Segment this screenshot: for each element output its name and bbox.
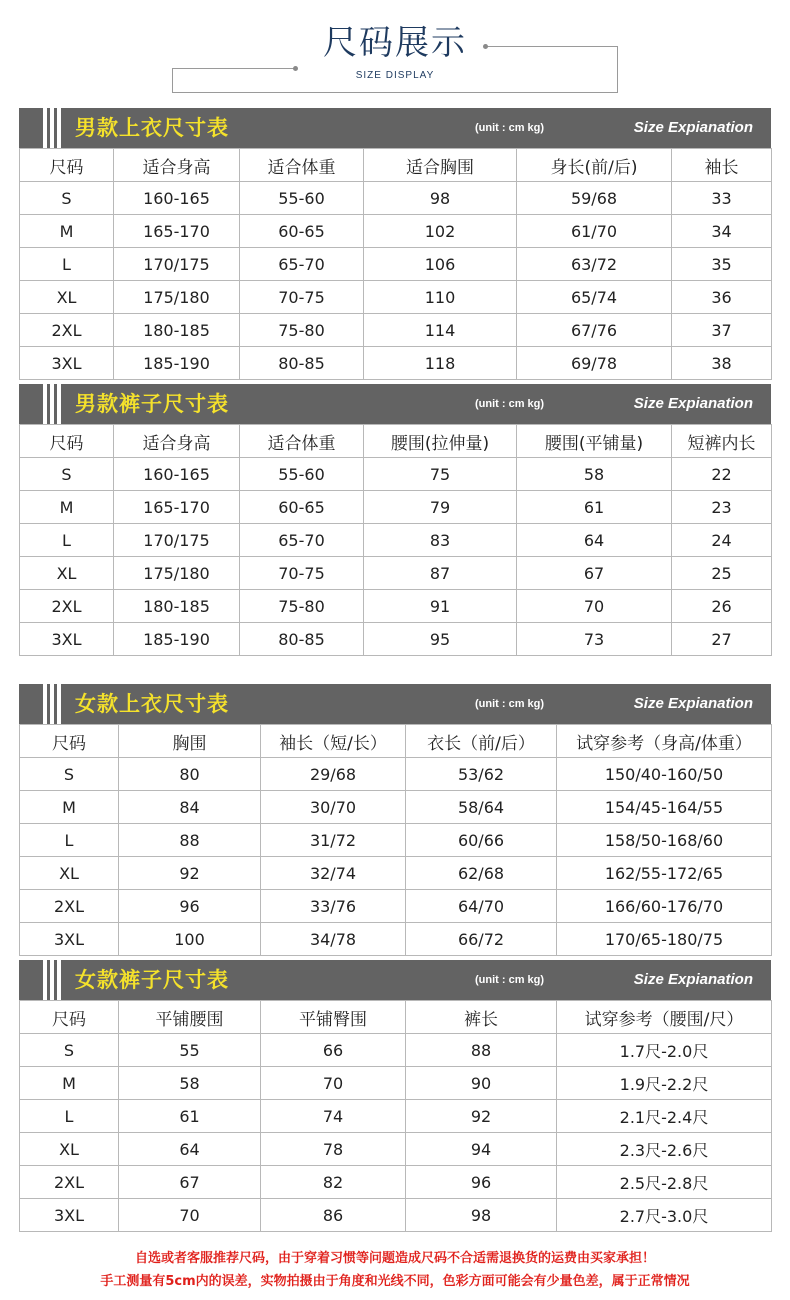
column-header: 尺码: [20, 425, 114, 458]
table-title: 女款裤子尺寸表: [75, 968, 229, 992]
table-cell: 91: [364, 590, 517, 623]
table-cell: 175/180: [114, 557, 240, 590]
table-cell: 67: [517, 557, 672, 590]
table-cell: 64/70: [406, 890, 557, 923]
table-header-row: [20, 149, 772, 182]
table-row: [20, 857, 772, 890]
table-cell: 23: [672, 491, 772, 524]
table-cell: 73: [517, 623, 672, 656]
column-header: 腰围(拉伸量): [364, 425, 517, 458]
table-row: [20, 1067, 772, 1100]
table-cell: 74: [261, 1100, 406, 1133]
table-cell: 170/175: [114, 524, 240, 557]
table-cell: 37: [672, 314, 772, 347]
table-cell: 2XL: [20, 590, 114, 623]
table-cell: 150/40-160/50: [557, 758, 772, 791]
table-cell: 94: [406, 1133, 557, 1166]
banner-stripe: [57, 684, 61, 724]
banner-stripe: [50, 684, 54, 724]
table-cell: L: [20, 524, 114, 557]
table-cell: 70: [119, 1199, 261, 1232]
table-cell: 34/78: [261, 923, 406, 956]
table-cell: 110: [364, 281, 517, 314]
unit-label: (unit : cm kg): [475, 122, 545, 134]
table-row: [20, 1166, 772, 1199]
table-cell: 35: [672, 248, 772, 281]
table-cell: 154/45-164/55: [557, 791, 772, 824]
table-cell: 160-165: [114, 458, 240, 491]
footer-note-line1: 自选或者客服推荐尺码，由于穿着习惯等问题造成尺码不合适需退换货的运费由买家承担！: [134, 1251, 655, 1266]
table-cell: S: [20, 758, 119, 791]
table-cell: 60-65: [240, 491, 364, 524]
table-cell: 100: [119, 923, 261, 956]
table-cell: 92: [119, 857, 261, 890]
table-cell: 2.3尺-2.6尺: [557, 1133, 772, 1166]
table-row: [20, 791, 772, 824]
table-cell: 58: [517, 458, 672, 491]
table-cell: 87: [364, 557, 517, 590]
table-row: [20, 623, 772, 656]
table-cell: XL: [20, 857, 119, 890]
table-cell: 102: [364, 215, 517, 248]
header-frame-line: [172, 92, 618, 93]
table-cell: 96: [119, 890, 261, 923]
table-cell: 33/76: [261, 890, 406, 923]
table-cell: 86: [261, 1199, 406, 1232]
table-cell: 65-70: [240, 248, 364, 281]
men-top-size-table: [19, 108, 771, 380]
table-header-row: [20, 425, 772, 458]
table-cell: M: [20, 1067, 119, 1100]
unit-label: (unit : cm kg): [475, 698, 545, 710]
column-header: 袖长: [672, 149, 772, 182]
banner-stripe: [50, 384, 54, 424]
table-cell: XL: [20, 557, 114, 590]
table-row: [20, 248, 772, 281]
table-cell: 22: [672, 458, 772, 491]
size-grid: [19, 424, 772, 656]
women-pants-size-table: [19, 960, 771, 1232]
table-header-row: [20, 1001, 772, 1034]
banner-stripe: [57, 108, 61, 148]
table-cell: 175/180: [114, 281, 240, 314]
header-frame-line: [172, 68, 294, 69]
table-cell: 162/55-172/65: [557, 857, 772, 890]
table-cell: 79: [364, 491, 517, 524]
table-cell: 24: [672, 524, 772, 557]
table-cell: 58/64: [406, 791, 557, 824]
banner-stripe: [43, 108, 47, 148]
column-header: 试穿参考（腰围/尺）: [557, 1001, 772, 1034]
table-cell: 70: [517, 590, 672, 623]
size-explanation-label: Size Expianation: [633, 695, 753, 712]
table-row: [20, 590, 772, 623]
table-cell: 64: [517, 524, 672, 557]
table-title: 女款上衣尺寸表: [75, 692, 229, 716]
page-title: 尺码展示: [323, 23, 467, 63]
table-cell: 65-70: [240, 524, 364, 557]
table-cell: 2XL: [20, 1166, 119, 1199]
banner-stripe: [57, 384, 61, 424]
table-row: [20, 890, 772, 923]
table-cell: 96: [406, 1166, 557, 1199]
table-cell: 165-170: [114, 491, 240, 524]
table-cell: 80: [119, 758, 261, 791]
table-cell: 88: [119, 824, 261, 857]
table-cell: 70-75: [240, 281, 364, 314]
table-row: [20, 347, 772, 380]
column-header: 平铺臀围: [261, 1001, 406, 1034]
table-cell: M: [20, 491, 114, 524]
banner-stripe: [43, 960, 47, 1000]
table-cell: 38: [672, 347, 772, 380]
table-cell: 185-190: [114, 623, 240, 656]
table-cell: 98: [364, 182, 517, 215]
column-header: 适合体重: [240, 425, 364, 458]
table-cell: 180-185: [114, 314, 240, 347]
table-cell: 185-190: [114, 347, 240, 380]
column-header: 适合胸围: [364, 149, 517, 182]
column-header: 适合身高: [114, 149, 240, 182]
size-grid: [19, 148, 772, 380]
table-cell: 63/72: [517, 248, 672, 281]
table-cell: 2.1尺-2.4尺: [557, 1100, 772, 1133]
unit-label: (unit : cm kg): [475, 974, 545, 986]
table-cell: 114: [364, 314, 517, 347]
table-cell: 84: [119, 791, 261, 824]
table-cell: 67/76: [517, 314, 672, 347]
table-cell: 1.9尺-2.2尺: [557, 1067, 772, 1100]
column-header: 尺码: [20, 1001, 119, 1034]
banner-stripe: [50, 960, 54, 1000]
table-cell: L: [20, 248, 114, 281]
table-cell: 69/78: [517, 347, 672, 380]
table-cell: 92: [406, 1100, 557, 1133]
column-header: 适合身高: [114, 425, 240, 458]
table-row: [20, 314, 772, 347]
table-cell: 166/60-176/70: [557, 890, 772, 923]
page-subtitle: SIZE DISPLAY: [355, 70, 435, 81]
table-cell: 36: [672, 281, 772, 314]
size-explanation-label: Size Expianation: [633, 119, 753, 136]
column-header: 尺码: [20, 725, 119, 758]
column-header: 试穿参考（身高/体重）: [557, 725, 772, 758]
table-cell: 158/50-168/60: [557, 824, 772, 857]
banner-stripe: [43, 684, 47, 724]
table-cell: 75-80: [240, 314, 364, 347]
banner-stripe: [57, 960, 61, 1000]
table-row: [20, 524, 772, 557]
table-cell: 61: [119, 1100, 261, 1133]
column-header: 平铺腰围: [119, 1001, 261, 1034]
table-cell: 80-85: [240, 623, 364, 656]
table-cell: 106: [364, 248, 517, 281]
table-cell: 30/70: [261, 791, 406, 824]
table-cell: 2XL: [20, 890, 119, 923]
table-row: [20, 824, 772, 857]
table-cell: XL: [20, 281, 114, 314]
page-header: [0, 0, 790, 100]
table-row: [20, 758, 772, 791]
table-cell: 180-185: [114, 590, 240, 623]
table-row: [20, 1133, 772, 1166]
table-cell: 3XL: [20, 923, 119, 956]
table-cell: 60-65: [240, 215, 364, 248]
column-header: 袖长（短/长）: [261, 725, 406, 758]
table-cell: 27: [672, 623, 772, 656]
table-cell: 31/72: [261, 824, 406, 857]
table-cell: 67: [119, 1166, 261, 1199]
banner-stripe: [43, 384, 47, 424]
table-banner: [19, 108, 771, 148]
table-cell: 118: [364, 347, 517, 380]
table-cell: 2XL: [20, 314, 114, 347]
table-cell: S: [20, 1034, 119, 1067]
column-header: 短裤内长: [672, 425, 772, 458]
table-row: [20, 923, 772, 956]
table-cell: 64: [119, 1133, 261, 1166]
table-cell: L: [20, 1100, 119, 1133]
size-explanation-label: Size Expianation: [633, 971, 753, 988]
column-header: 身长(前/后): [517, 149, 672, 182]
table-banner: [19, 960, 771, 1000]
table-cell: 62/68: [406, 857, 557, 890]
table-cell: 70-75: [240, 557, 364, 590]
table-row: [20, 1100, 772, 1133]
table-row: [20, 458, 772, 491]
table-cell: 88: [406, 1034, 557, 1067]
table-cell: 66: [261, 1034, 406, 1067]
column-header: 衣长（前/后）: [406, 725, 557, 758]
table-cell: 53/62: [406, 758, 557, 791]
table-row: [20, 1034, 772, 1067]
table-row: [20, 281, 772, 314]
table-cell: 2.5尺-2.8尺: [557, 1166, 772, 1199]
table-cell: 160-165: [114, 182, 240, 215]
table-cell: 59/68: [517, 182, 672, 215]
table-cell: 170/65-180/75: [557, 923, 772, 956]
table-cell: 170/175: [114, 248, 240, 281]
table-cell: 34: [672, 215, 772, 248]
table-title: 男款裤子尺寸表: [75, 392, 229, 416]
table-cell: M: [20, 791, 119, 824]
table-cell: S: [20, 458, 114, 491]
table-cell: 75: [364, 458, 517, 491]
size-explanation-label: Size Expianation: [633, 395, 753, 412]
unit-label: (unit : cm kg): [475, 398, 545, 410]
table-banner: [19, 684, 771, 724]
table-cell: 58: [119, 1067, 261, 1100]
column-header: 裤长: [406, 1001, 557, 1034]
table-row: [20, 182, 772, 215]
column-header: 尺码: [20, 149, 114, 182]
table-row: [20, 1199, 772, 1232]
size-grid: [19, 724, 772, 956]
size-grid: [19, 1000, 772, 1232]
table-cell: 61: [517, 491, 672, 524]
women-top-size-table: [19, 684, 771, 956]
table-cell: 61/70: [517, 215, 672, 248]
table-title: 男款上衣尺寸表: [75, 116, 229, 140]
table-banner: [19, 384, 771, 424]
table-cell: 25: [672, 557, 772, 590]
table-cell: 165-170: [114, 215, 240, 248]
table-row: [20, 215, 772, 248]
men-pants-size-table: [19, 384, 771, 656]
table-cell: 60/66: [406, 824, 557, 857]
table-cell: 82: [261, 1166, 406, 1199]
table-cell: XL: [20, 1133, 119, 1166]
column-header: 胸围: [119, 725, 261, 758]
table-cell: 3XL: [20, 347, 114, 380]
table-cell: 83: [364, 524, 517, 557]
table-cell: 98: [406, 1199, 557, 1232]
footer-note-line2: 手工测量有5cm内的误差，实物拍摄由于角度和光线不同，色彩方面可能会有少量色差，属于正常情况: [100, 1274, 690, 1289]
table-row: [20, 491, 772, 524]
table-cell: 1.7尺-2.0尺: [557, 1034, 772, 1067]
table-cell: 32/74: [261, 857, 406, 890]
table-cell: 55-60: [240, 182, 364, 215]
column-header: 适合体重: [240, 149, 364, 182]
table-header-row: [20, 725, 772, 758]
table-cell: 33: [672, 182, 772, 215]
table-cell: S: [20, 182, 114, 215]
table-cell: 55-60: [240, 458, 364, 491]
table-cell: 70: [261, 1067, 406, 1100]
table-cell: 2.7尺-3.0尺: [557, 1199, 772, 1232]
table-cell: 78: [261, 1133, 406, 1166]
table-cell: L: [20, 824, 119, 857]
banner-stripe: [50, 108, 54, 148]
table-cell: 26: [672, 590, 772, 623]
table-cell: 65/74: [517, 281, 672, 314]
table-cell: 3XL: [20, 1199, 119, 1232]
table-cell: 3XL: [20, 623, 114, 656]
table-cell: 90: [406, 1067, 557, 1100]
table-cell: M: [20, 215, 114, 248]
table-cell: 66/72: [406, 923, 557, 956]
table-row: [20, 557, 772, 590]
table-cell: 80-85: [240, 347, 364, 380]
table-cell: 95: [364, 623, 517, 656]
column-header: 腰围(平铺量): [517, 425, 672, 458]
table-cell: 55: [119, 1034, 261, 1067]
table-cell: 75-80: [240, 590, 364, 623]
table-cell: 29/68: [261, 758, 406, 791]
